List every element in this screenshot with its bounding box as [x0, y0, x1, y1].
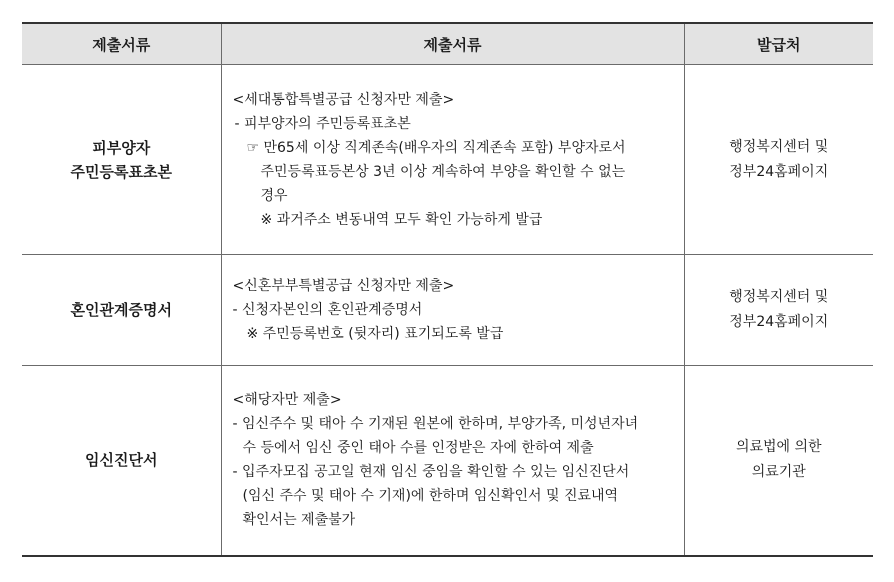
- detail-line: 확인서는 제출불가: [242, 512, 356, 529]
- document-name-cell: [22, 255, 221, 366]
- detail-line: ※ 주민등록번호 (뒷자리) 표기되도록 발급: [246, 326, 504, 342]
- detail-line: ※ 과거주소 변동내역 모두 확인 가능하게 발급: [260, 211, 543, 228]
- issuer-line: 행정복지센터 및: [729, 138, 829, 155]
- issuer-line: 의료법에 의한: [735, 439, 822, 456]
- table-header-row: [22, 23, 873, 65]
- detail-line: - 임신주수 및 태아 수 기재된 원본에 한하며, 부양가족, 미성년자녀: [232, 416, 639, 433]
- eligibility-note: <세대통합특별공급 신청자만 제출>: [232, 91, 455, 108]
- detail-line: 주민등록표등본상 3년 이상 계속하여 부양을 확인할 수 없는: [260, 163, 626, 180]
- document-name-line: 임신진단서: [85, 451, 158, 470]
- issuer-cell: [684, 65, 873, 255]
- document-name-line: 혼인관계증명서: [70, 301, 172, 319]
- eligibility-note: <신혼부부특별공급 신청자만 제출>: [232, 278, 455, 294]
- document-name-cell: [22, 65, 221, 255]
- header-document-details: 제출서류: [221, 23, 684, 65]
- table-row: [22, 366, 873, 556]
- issuer-cell: [684, 255, 873, 366]
- document-name-line: 피부양자: [92, 138, 151, 157]
- detail-line: 경우: [260, 187, 288, 204]
- issuer-line: 정부24홈페이지: [729, 163, 829, 180]
- table-row: [22, 65, 873, 255]
- detail-line: 수 등에서 임신 중인 태아 수를 인정받은 자에 한하여 제출: [242, 440, 594, 457]
- document-details-cell: [221, 366, 684, 556]
- detail-line: - 신청자본인의 혼인관계증명서: [232, 302, 423, 318]
- table-row: [22, 255, 873, 366]
- document-name-line: 주민등록표초본: [70, 162, 172, 181]
- detail-line: (임신 주수 및 태아 수 기재)에 한하며 임신확인서 및 진료내역: [242, 488, 619, 505]
- header-issuer: 발급처: [684, 23, 873, 65]
- detail-line: - 입주자모집 공고일 현재 임신 중임을 확인할 수 있는 임신진단서: [232, 464, 630, 481]
- detail-line: - 피부양자의 주민등록표초본: [234, 115, 411, 132]
- header-document-type: 제출서류: [22, 23, 221, 65]
- issuer-line: 의료기관: [751, 464, 806, 481]
- document-name-cell: [22, 366, 221, 556]
- submission-documents-table: [22, 22, 873, 557]
- issuer-line: 정부24홈페이지: [729, 314, 829, 330]
- issuer-line: 행정복지센터 및: [729, 289, 829, 305]
- eligibility-note: <해당자만 제출>: [232, 392, 342, 409]
- document-details-cell: [221, 255, 684, 366]
- detail-line: ☞ 만65세 이상 직계존속(배우자의 직계존속 포함) 부양자로서: [246, 139, 626, 156]
- document-details-cell: [221, 65, 684, 255]
- issuer-cell: [684, 366, 873, 556]
